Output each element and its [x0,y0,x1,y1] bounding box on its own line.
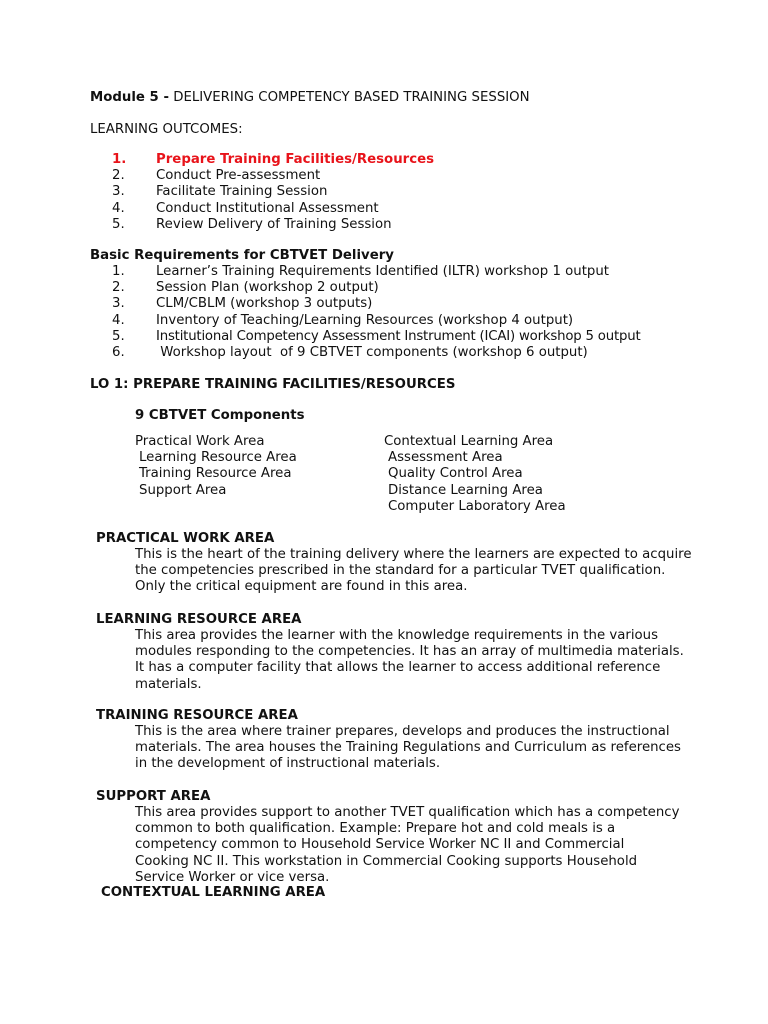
learning-outcomes-heading: LEARNING OUTCOMES: [90,122,243,137]
list-item: 5. Institutional Competency Assessment Instrument (ICAI) workshop 5 output [112,328,641,344]
list-item: 1. Prepare Training Facilities/Resources [112,152,435,167]
section-heading-practical-work-area: PRACTICAL WORK AREA [96,531,275,546]
section-body-training-resource-area: This is the area where trainer prepares, develops and produces the instructional materials. The area houses the Training Regulations and Curriculum as references in the development of instructional materials. [135,724,681,772]
components-left-column [135,434,297,499]
component-item: Contextual Learning Area [384,434,554,449]
list-item: 2. Session Plan (workshop 2 output) [112,280,379,296]
basic-requirements-list [112,264,752,361]
component-item: Training Resource Area [139,466,292,482]
section-heading-contextual-learning-area: CONTEXTUAL LEARNING AREA [101,885,326,900]
module-title [90,90,530,106]
components-right-column [384,434,566,515]
list-item: 6. Workshop layout of 9 CBTVET components (workshop 6 output) [112,344,588,360]
list-item: 1. Learner’s Training Requirements Identified (ILTR) workshop 1 output [112,264,609,279]
list-item: 2. Conduct Pre-assessment [112,168,321,184]
component-item: Computer Laboratory Area [388,498,566,514]
module-label: Module 5 - [90,90,169,105]
section-body-learning-resource-area: This area provides the learner with the knowledge requirements in the various modules responding to the competencies. It has an array of multimedia materials. It has a computer facility that allows the learner to access additional reference materials. [135,628,684,692]
component-item: Assessment Area [388,450,503,466]
basic-requirements-heading: Basic Requirements for CBTVET Delivery [90,248,394,263]
component-item: Distance Learning Area [388,482,543,498]
lo1-heading: LO 1: PREPARE TRAINING FACILITIES/RESOURCES [90,377,456,392]
components-heading: 9 CBTVET Components [135,408,305,423]
module-title-text: DELIVERING COMPETENCY BASED TRAINING SESSION [173,90,530,105]
section-heading-learning-resource-area: LEARNING RESOURCE AREA [96,612,302,627]
section-body-support-area: This area provides support to another TVET qualification which has a competency common to both qualification. Example: Prepare hot and cold meals is a competency common to Household Service Worker NC II and Commercial Cooking NC II. This workstation in Commercial Cooking supports Household Service Worker or vice versa. [135,805,680,885]
list-item: 3. CLM/CBLM (workshop 3 outputs) [112,296,373,312]
section-heading-training-resource-area: TRAINING RESOURCE AREA [96,708,298,723]
list-item: 4. Conduct Institutional Assessment [112,200,379,216]
component-item: Practical Work Area [135,434,265,449]
component-item: Learning Resource Area [139,450,297,466]
learning-outcomes-list [112,152,712,233]
section-heading-support-area: SUPPORT AREA [96,789,211,804]
section-body-practical-work-area: This is the heart of the training delivery where the learners are expected to acquire the competencies prescribed in the standard for a particular TVET qualification. Only the critical equipment are found in this area. [135,547,692,595]
list-item: 4. Inventory of Teaching/Learning Resources (workshop 4 output) [112,312,574,328]
component-item: Support Area [139,482,227,498]
list-item: 5. Review Delivery of Training Session [112,216,392,232]
component-item: Quality Control Area [388,466,523,482]
list-item: 3. Facilitate Training Session [112,184,328,200]
